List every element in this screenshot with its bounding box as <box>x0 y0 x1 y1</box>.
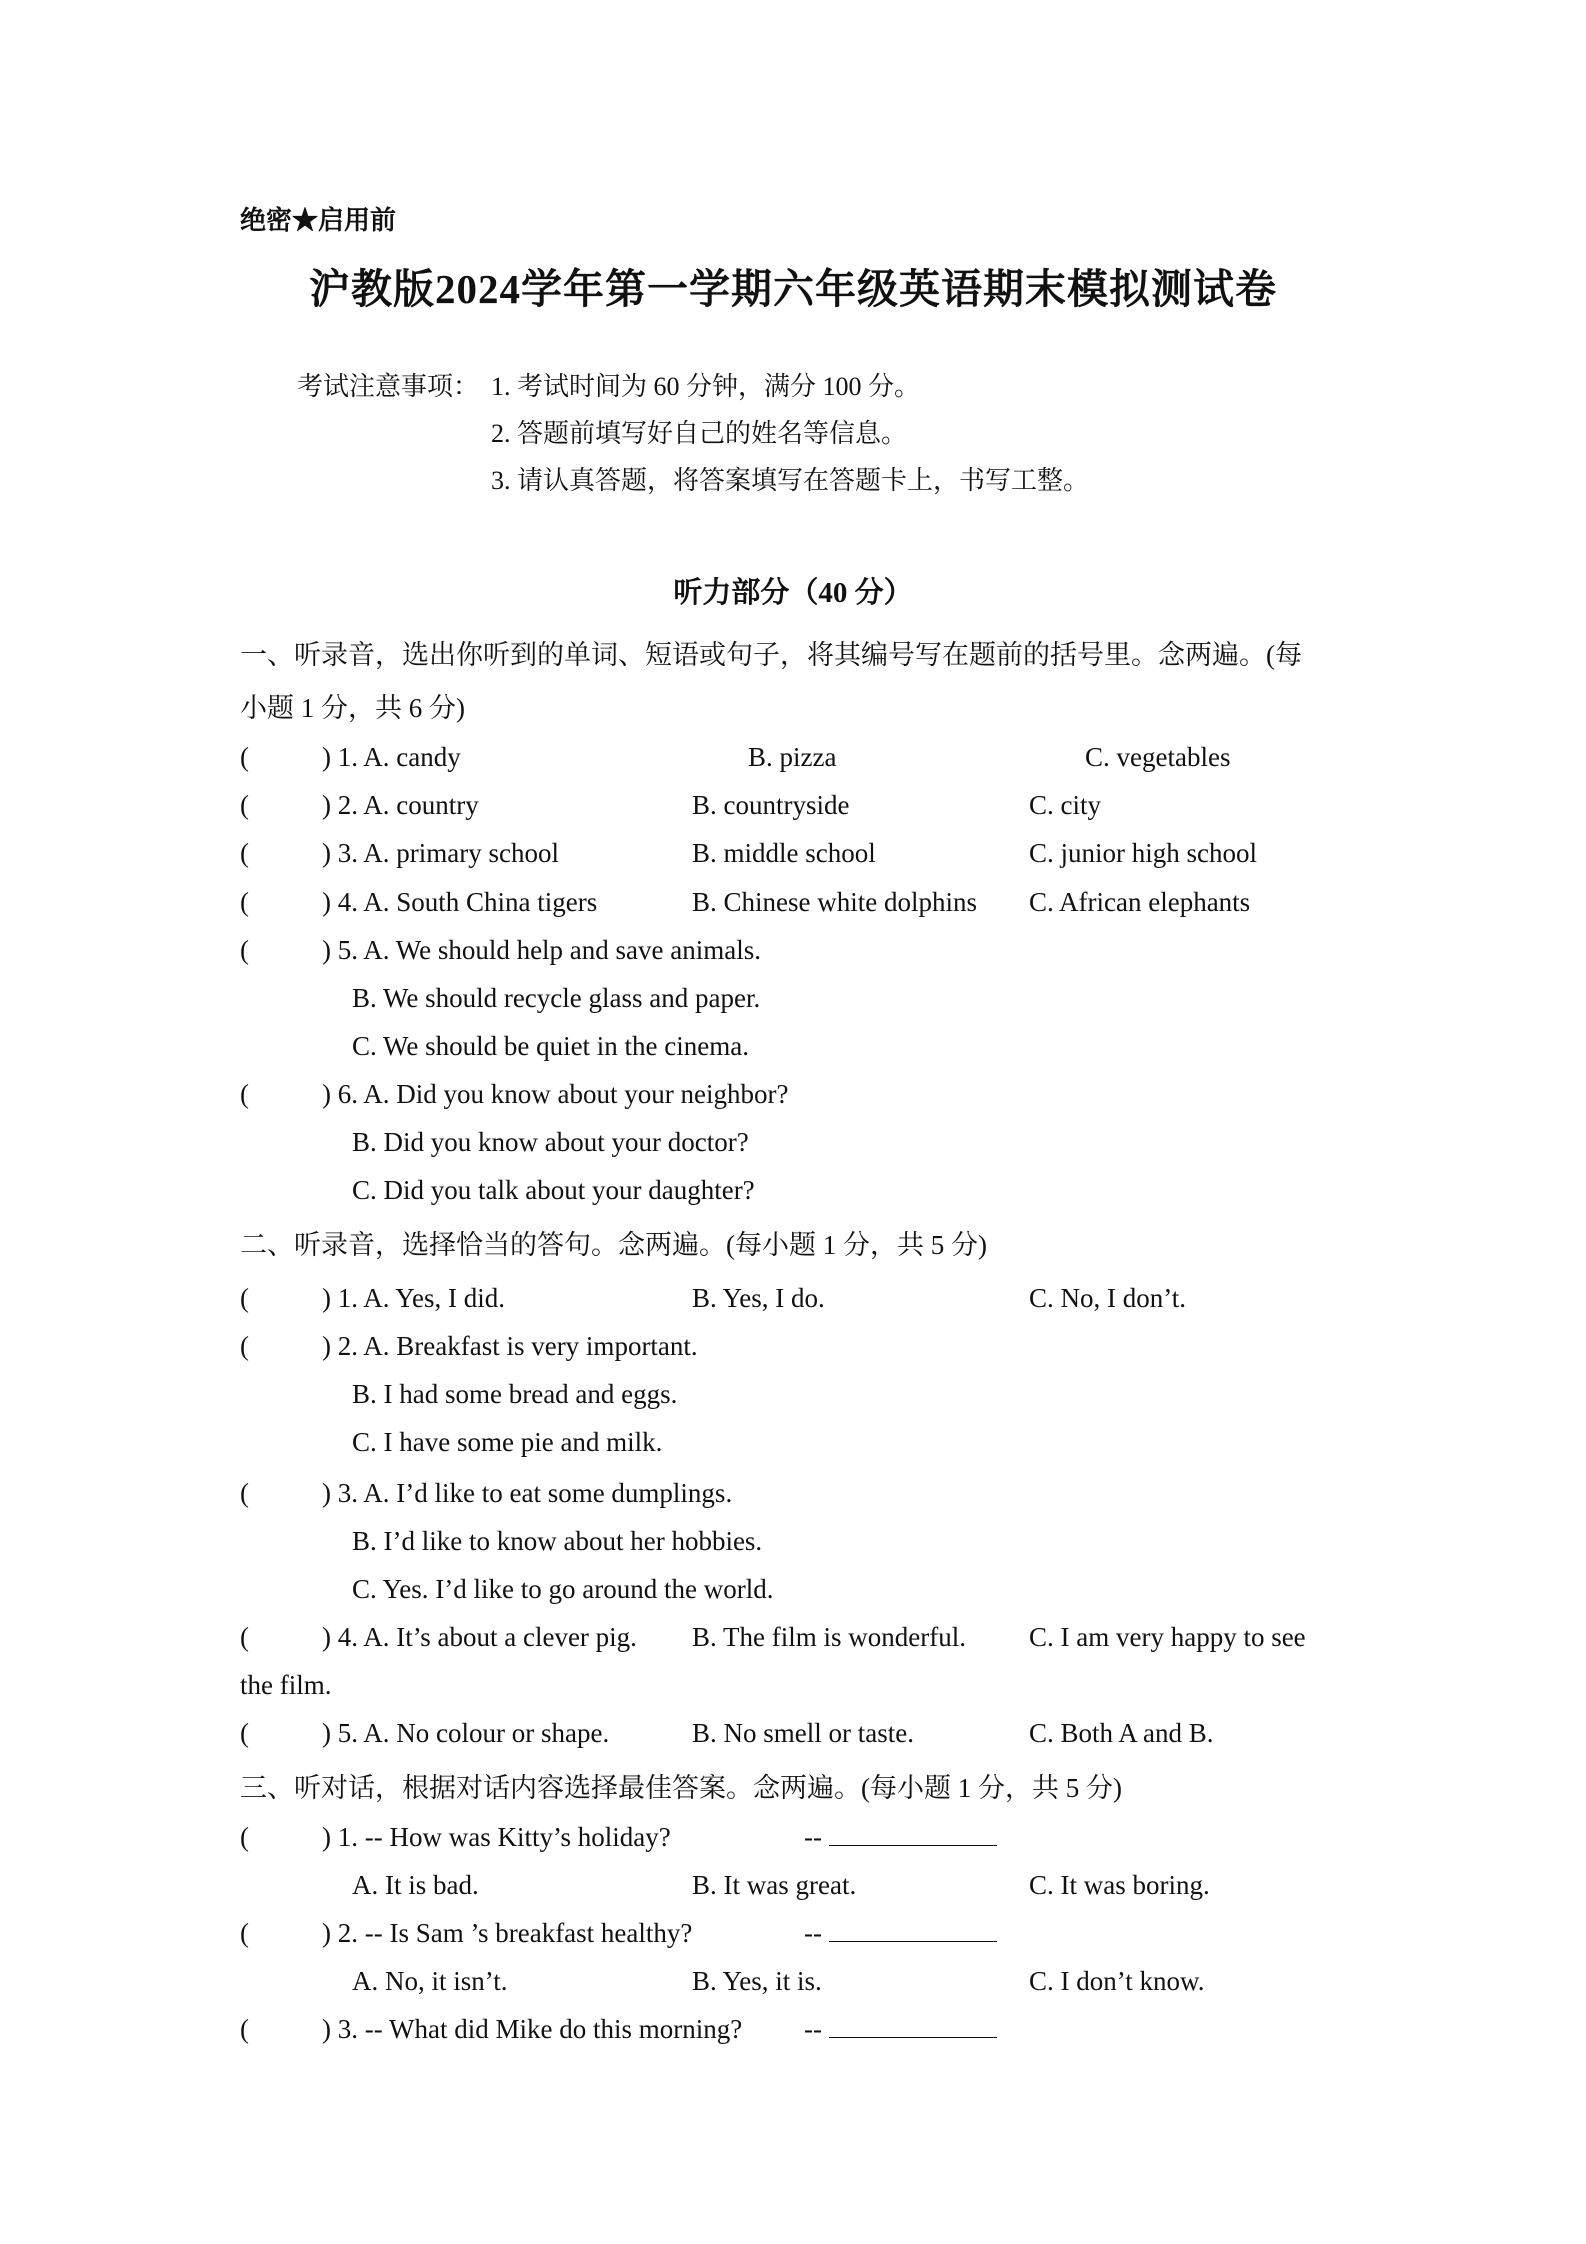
notice-item: 2. 答题前填写好自己的姓名等信息。 <box>491 419 908 448</box>
option-c: C. I have some pie and milk. <box>352 1427 663 1457</box>
answer-bracket: ( <box>240 1283 249 1313</box>
question-row <box>240 1331 698 1362</box>
question-row <box>240 838 559 869</box>
option-b: B. middle school <box>692 838 876 868</box>
notice-item: 3. 请认真答题，将答案填写在答题卡上，书写工整。 <box>491 466 1090 495</box>
listening-section-title: 听力部分（40 分） <box>673 577 913 609</box>
notice-item: 1. 考试时间为 60 分钟，满分 100 分。 <box>491 372 921 401</box>
answer-bracket: ( <box>240 1718 249 1748</box>
question-text: ) 6. A. Did you know about your neighbor? <box>322 1079 789 1109</box>
question-text: ) 3. A. I’d like to eat some dumplings. <box>322 1478 733 1508</box>
notice-row <box>297 366 1089 413</box>
question-text: ) 2. A. Breakfast is very important. <box>322 1331 698 1361</box>
answer-blank <box>804 2014 997 2045</box>
option-b: B. Did you know about your doctor? <box>352 1127 749 1157</box>
page-title: 沪教版2024学年第一学期六年级英语期末模拟测试卷 <box>309 266 1277 312</box>
answer-blank <box>804 1822 997 1853</box>
option-a: A. It is bad. <box>352 1870 479 1900</box>
question-row <box>240 742 461 773</box>
option-b: B. No smell or taste. <box>692 1718 914 1748</box>
dash: -- <box>804 1918 822 1948</box>
question-row <box>240 1822 671 1853</box>
question-text: ) 3. -- What did Mike do this morning? <box>322 2014 743 2044</box>
option-b: B. countryside <box>692 790 850 820</box>
question-row <box>240 1718 609 1749</box>
question-text: ) 5. A. We should help and save animals. <box>322 935 762 965</box>
answer-bracket: ( <box>240 1478 249 1508</box>
option-a: A. No, it isn’t. <box>352 1966 508 1996</box>
question-row <box>240 887 597 918</box>
question-text: ) 4. A. It’s about a clever pig. <box>322 1622 637 1652</box>
answer-bracket: ( <box>240 1918 249 1948</box>
option-c: C. I don’t know. <box>1029 1966 1205 1996</box>
confidential-mark: 绝密★启用前 <box>240 206 397 235</box>
answer-bracket: ( <box>240 2014 249 2044</box>
question-text: ) 4. A. South China tigers <box>322 887 598 917</box>
option-c: C. We should be quiet in the cinema. <box>352 1031 749 1061</box>
option-b: B. I’d like to know about her hobbies. <box>352 1526 763 1556</box>
answer-bracket: ( <box>240 935 249 965</box>
part1-instruction-cont: 小题 1 分，共 6 分) <box>240 693 465 723</box>
answer-bracket: ( <box>240 887 249 917</box>
answer-blank <box>804 1918 997 1949</box>
dash: -- <box>804 1822 822 1852</box>
option-c: C. African elephants <box>1029 887 1251 917</box>
answer-bracket: ( <box>240 1331 249 1361</box>
question-row <box>240 1918 692 1949</box>
option-b: B. It was great. <box>692 1870 857 1900</box>
question-row <box>240 1478 732 1509</box>
question-text: ) 2. A. country <box>322 790 479 820</box>
answer-bracket: ( <box>240 742 249 772</box>
question-text: ) 1. -- How was Kitty’s holiday? <box>322 1822 671 1852</box>
answer-bracket: ( <box>240 790 249 820</box>
question-row <box>240 1622 637 1653</box>
option-b: B. I had some bread and eggs. <box>352 1379 678 1409</box>
option-b: B. The film is wonderful. <box>692 1622 966 1652</box>
question-text: ) 1. A. Yes, I did. <box>322 1283 506 1313</box>
option-c: C. Both A and B. <box>1029 1718 1214 1748</box>
notice-label: 考试注意事项： <box>297 372 480 401</box>
option-c-cont: the film. <box>240 1670 332 1700</box>
option-c: C. I am very happy to see <box>1029 1622 1306 1652</box>
dash: -- <box>804 2014 822 2044</box>
answer-bracket: ( <box>240 1822 249 1852</box>
answer-bracket: ( <box>240 1622 249 1652</box>
answer-bracket: ( <box>240 1079 249 1109</box>
option-c: C. junior high school <box>1029 838 1257 868</box>
option-b: B. Yes, I do. <box>692 1283 825 1313</box>
question-row <box>240 2014 742 2045</box>
question-row <box>240 935 761 966</box>
question-text: ) 1. A. candy <box>322 742 461 772</box>
question-text: ) 2. -- Is Sam ’s breakfast healthy? <box>322 1918 693 1948</box>
blank-line <box>829 2015 997 2038</box>
option-c: C. vegetables <box>1085 742 1231 772</box>
blank-line <box>829 1823 997 1846</box>
exam-notice <box>297 366 1089 507</box>
blank-line <box>829 1919 997 1942</box>
question-text: ) 5. A. No colour or shape. <box>322 1718 610 1748</box>
question-row <box>240 790 479 821</box>
question-text: ) 3. A. primary school <box>322 838 559 868</box>
part1-instruction: 一、听录音，选出你听到的单词、短语或句子，将其编号写在题前的括号里。念两遍。(每 <box>240 640 1302 670</box>
option-b: B. We should recycle glass and paper. <box>352 983 761 1013</box>
notice-row <box>297 413 1089 460</box>
part3-instruction: 三、听对话，根据对话内容选择最佳答案。念两遍。(每小题 1 分，共 5 分) <box>240 1773 1122 1803</box>
option-b: B. pizza <box>748 742 837 772</box>
part2-instruction: 二、听录音，选择恰当的答句。念两遍。(每小题 1 分，共 5 分) <box>240 1230 987 1260</box>
option-c: C. Yes. I’d like to go around the world. <box>352 1574 774 1604</box>
question-row <box>240 1283 505 1314</box>
answer-bracket: ( <box>240 838 249 868</box>
question-row <box>240 1079 788 1110</box>
option-c: C. No, I don’t. <box>1029 1283 1187 1313</box>
option-c: C. city <box>1029 790 1101 820</box>
option-b: B. Chinese white dolphins <box>692 887 977 917</box>
option-c: C. Did you talk about your daughter? <box>352 1175 755 1205</box>
notice-row <box>297 460 1089 507</box>
option-c: C. It was boring. <box>1029 1870 1210 1900</box>
option-b: B. Yes, it is. <box>692 1966 822 1996</box>
